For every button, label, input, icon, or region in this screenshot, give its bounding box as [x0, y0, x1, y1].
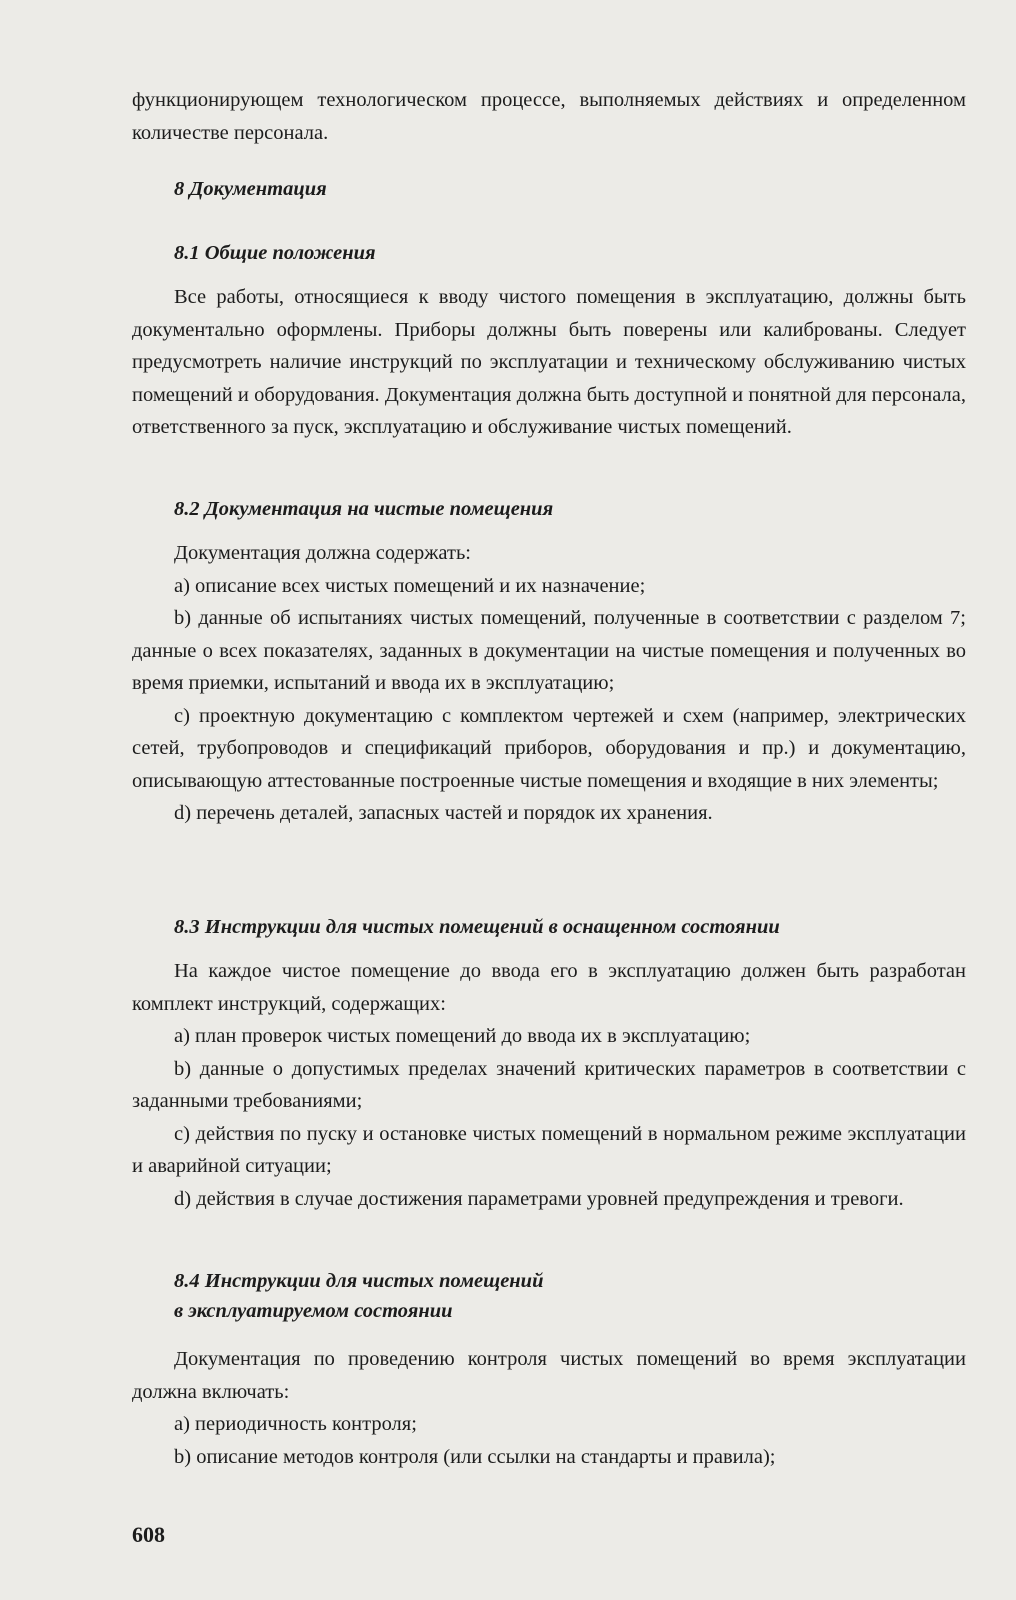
list-item: c) действия по пуску и остановке чистых помещений в нормальном режиме эксплуатации и аварийной ситуации;: [132, 1122, 966, 1177]
section-8-2-heading: 8.2 Документация на чистые помещения: [174, 498, 554, 520]
list-item: b) данные об испытаниях чистых помещений, полученные в соответствии с разделом 7; данные о всех показателях, заданных в документации на чистые помещения и полученных во время приемки, испытаний и ввода их в эксплуатацию;: [132, 607, 966, 694]
section-8-heading: 8 Документация: [174, 178, 327, 200]
list-item: a) описание всех чистых помещений и их назначение;: [174, 574, 646, 597]
section-8-1-heading: 8.1 Общие положения: [174, 242, 376, 264]
list-item: b) описание методов контроля (или ссылки на стандарты и правила);: [174, 1445, 776, 1468]
continuation-paragraph: функционирующем технологическом процессе, выполняемых действиях и определенном количестве персонала.: [132, 89, 966, 144]
section-8-2-intro: Документация должна содержать:: [174, 542, 471, 564]
section-8-4-intro: Документация по проведению контроля чистых помещений во время эксплуатации должна включать:: [132, 1348, 966, 1403]
section-8-4-heading: [132, 1266, 966, 1326]
section-8-4-body: [132, 1343, 966, 1473]
list-item: a) план проверок чистых помещений до ввода их в эксплуатацию;: [174, 1025, 751, 1047]
list-item: b) данные о допустимых пределах значений критических параметров в соответствии с заданными требованиями;: [132, 1057, 966, 1112]
list-item: d) действия в случае достижения параметрами уровней предупреждения и тревоги.: [174, 1187, 904, 1210]
section-8-3-body: [132, 955, 966, 1215]
list-item: c) проектную документацию с комплектом чертежей и схем (например, электрических сетей, трубопроводов и спецификаций приборов, оборудования и пр.) и документацию, описывающую аттестованные построенные чистые помещения и входящие в них элементы;: [132, 704, 966, 792]
section-8-2-body: [132, 537, 966, 830]
list-item: a) периодичность контроля;: [174, 1413, 417, 1435]
section-8-1-text: Все работы, относящиеся к вводу чистого помещения в эксплуатацию, должны быть документально оформлены. Приборы должны быть поверены или калиброваны. Следует предусмотреть наличие инструкций по эксплуатации и техническому обслуживанию чистых помещений и оборудования. Документация должна быть доступной и понятной для персонала, ответственного за пуск, эксплуатацию и обслуживание чистых помещений.: [132, 286, 966, 438]
list-item: d) перечень деталей, запасных частей и порядок их хранения.: [174, 802, 713, 824]
section-8-3-intro: На каждое чистое помещение до ввода его в эксплуатацию должен быть разработан комплект инструкций, содержащих:: [132, 960, 966, 1015]
section-8-3-heading: 8.3 Инструкции для чистых помещений в оснащенном состоянии: [174, 916, 780, 938]
page-number: 608: [132, 1522, 165, 1547]
section-8-4-heading-line1: 8.4 Инструкции для чистых помещений: [174, 1270, 544, 1292]
section-8-4-heading-line2: в эксплуатируемом состоянии: [174, 1300, 453, 1322]
